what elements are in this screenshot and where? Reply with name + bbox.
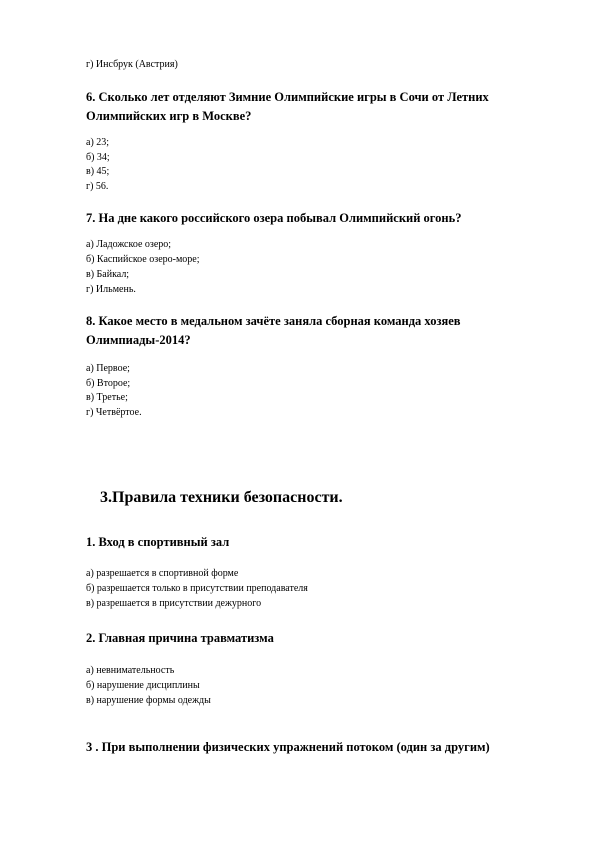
question-7-option-c: в) Байкал;: [86, 269, 130, 280]
question-7-line-1: 7. На дне какого российского озера побывал Олимпийский огонь?: [86, 211, 462, 225]
safety-question-1: 1. Вход в спортивный зал: [86, 535, 230, 549]
question-6-option-d: г) 56.: [86, 181, 109, 192]
question-8-option-c: в) Третье;: [86, 392, 128, 403]
safety-question-2-option-c: в) нарушение формы одежды: [86, 695, 211, 706]
question-6-line-1: 6. Сколько лет отделяют Зимние Олимпийские игры в Сочи от Летних: [86, 90, 489, 104]
question-7-option-b: б) Каспийское озеро-море;: [86, 254, 200, 265]
question-6-option-b: б) 34;: [86, 152, 110, 163]
question-8-option-a: а) Первое;: [86, 363, 130, 374]
question-7-option-d: г) Ильмень.: [86, 284, 136, 295]
prev-question-option-g: г) Инсбрук (Австрия): [86, 59, 178, 70]
question-6-option-c: в) 45;: [86, 166, 110, 177]
safety-question-2-option-b: б) нарушение дисциплины: [86, 680, 200, 691]
safety-question-1-option-a: а) разрешается в спортивной форме: [86, 568, 239, 579]
question-7-option-a: а) Ладожское озеро;: [86, 239, 172, 250]
safety-question-1-option-b: б) разрешается только в присутствии преподавателя: [86, 583, 308, 594]
safety-question-3: 3 . При выполнении физических упражнений потоком (один за другим): [86, 740, 490, 754]
question-8-option-d: г) Четвёртое.: [86, 407, 142, 418]
question-8-line-1: 8. Какое место в медальном зачёте заняла сборная команда хозяев: [86, 314, 461, 328]
question-8-line-2: Олимпиады-2014?: [86, 333, 191, 347]
safety-question-2: 2. Главная причина травматизма: [86, 631, 274, 645]
question-6-line-2: Олимпийских игр в Москве?: [86, 109, 252, 123]
section-title: 3.Правила техники безопасности.: [100, 489, 343, 506]
safety-question-1-option-c: в) разрешается в присутствии дежурного: [86, 598, 262, 609]
question-8-option-b: б) Второе;: [86, 378, 131, 389]
safety-question-2-option-a: а) невнимательность: [86, 665, 175, 676]
question-6-option-a: а) 23;: [86, 137, 110, 148]
